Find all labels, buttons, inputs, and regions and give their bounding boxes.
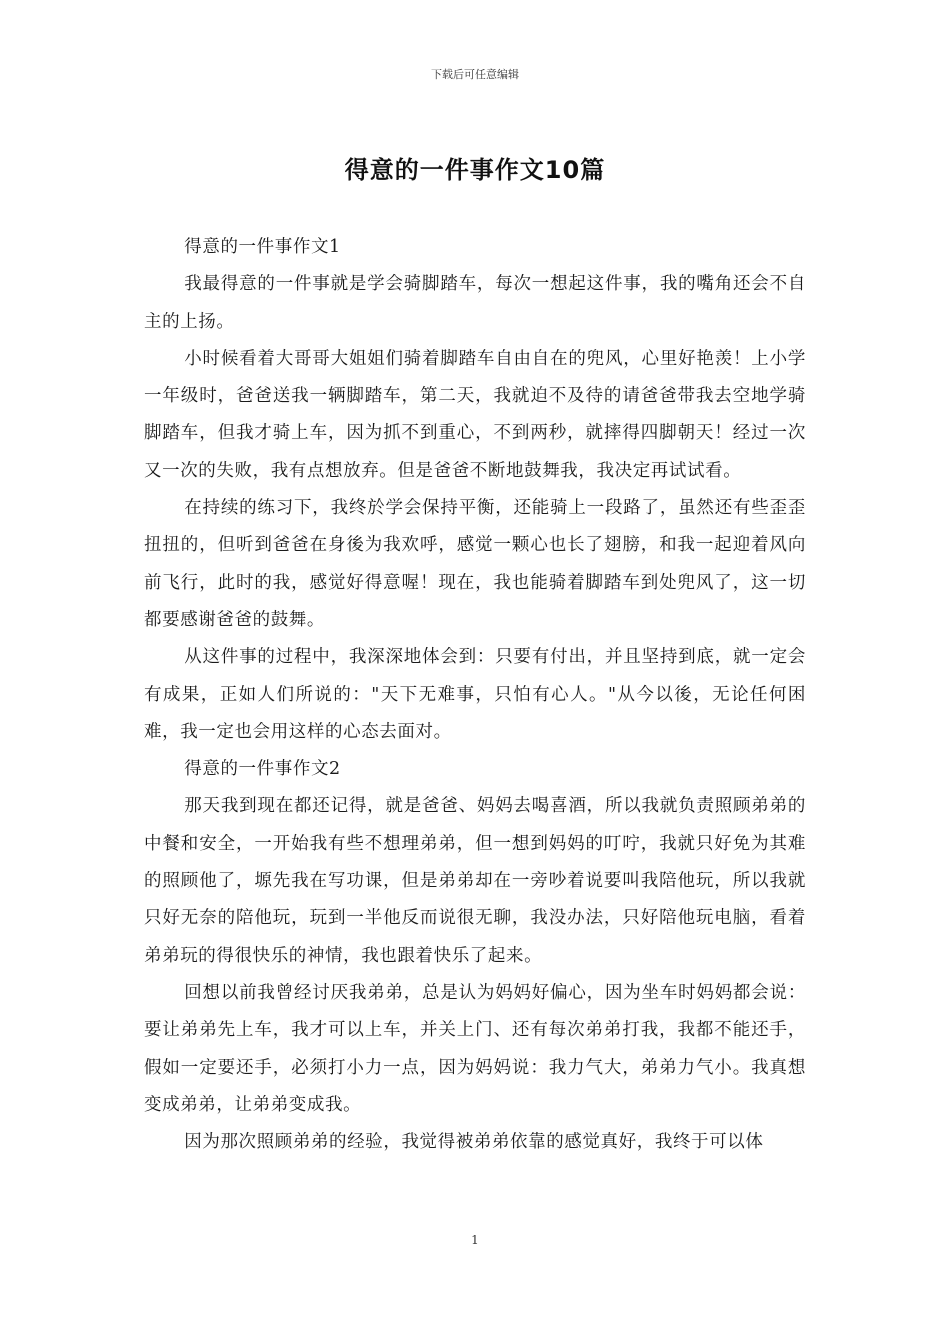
section-heading-1: 得意的一件事作文1 — [184, 237, 341, 257]
paragraph: 从这件事的过程中，我深深地体会到：只要有付出，并且坚持到底，就一定会有成果，正如人们所说的："天下无难事，只怕有心人。"从今以後，无论任何困难，我一定也会用这样的心态去面对。 — [144, 647, 806, 742]
document-title: 得意的一件事作文10篇 — [344, 156, 606, 184]
paragraph: 在持续的练习下，我终於学会保持平衡，还能骑上一段路了，虽然还有些歪歪扭扭的，但听到爸爸在身後为我欢呼，感觉一颗心也长了翅膀，和我一起迎着风向前飞行，此时的我，感觉好得意喔！现在，我也能骑着脚踏车到处兜风了，这一切都要感谢爸爸的鼓舞。 — [144, 498, 806, 630]
paragraph: 因为那次照顾弟弟的经验，我觉得被弟弟依靠的感觉真好，我终于可以体 — [184, 1132, 764, 1153]
header-note: 下载后可任意编辑 — [431, 68, 519, 81]
document-body — [144, 229, 806, 1161]
section-heading-2: 得意的一件事作文2 — [184, 759, 341, 780]
paragraph: 我最得意的一件事就是学会骑脚踏车，每次一想起这件事，我的嘴角还会不自主的上扬。 — [144, 274, 806, 332]
paragraph: 小时候看着大哥哥大姐姐们骑着脚踏车自由自在的兜风，心里好艳羡！上小学一年级时，爸爸送我一辆脚踏车，第二天，我就迫不及待的请爸爸带我去空地学骑脚踏车，但我才骑上车，因为抓不到重心，不到两秒，就摔得四脚朝天！经过一次又一次的失败，我有点想放弃。但是爸爸不断地鼓舞我，我决定再试试看。 — [144, 348, 806, 481]
paragraph: 回想以前我曾经讨厌我弟弟，总是认为妈妈好偏心，因为坐车时妈妈都会说：要让弟弟先上车，我才可以上车，并关上门、还有每次弟弟打我，我都不能还手，假如一定要还手，必须打小力一点，因为妈妈说：我力气大，弟弟力气小。我真想变成弟弟，让弟弟变成我。 — [144, 982, 806, 1115]
page-number: 1 — [471, 1233, 479, 1247]
paragraph: 那天我到现在都还记得，就是爸爸、妈妈去喝喜酒，所以我就负责照顾弟弟的中餐和安全，一开始我有些不想理弟弟，但一想到妈妈的叮咛，我就只好免为其难的照顾他了，塬先我在写功课，但是弟弟却在一旁吵着说要叫我陪他玩，所以我就只好无奈的陪他玩，玩到一半他反而说很无聊，我没办法，只好陪他玩电脑，看着弟弟玩的得很快乐的神情，我也跟着快乐了起来。 — [144, 796, 806, 966]
